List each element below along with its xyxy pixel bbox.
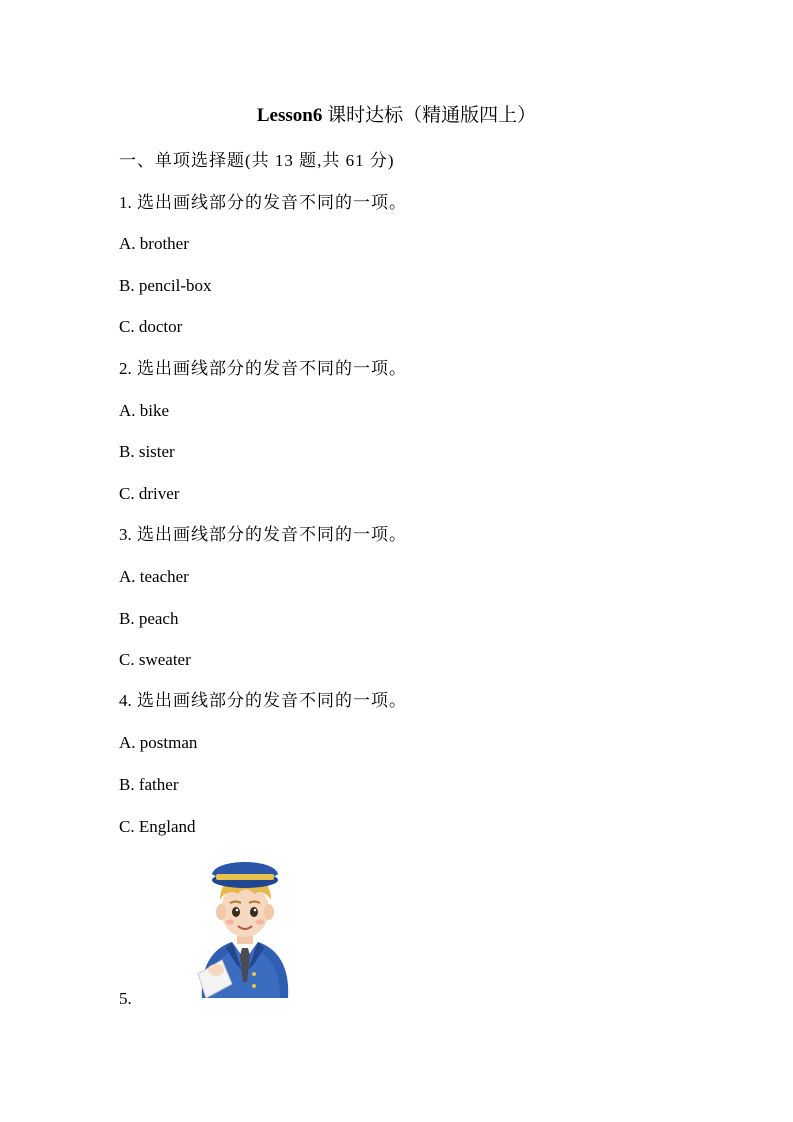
page-title: [0, 103, 793, 129]
question-4-option-c: C. England: [119, 817, 196, 836]
question-2-option-a: A. bike: [119, 401, 170, 420]
postman-illustration-icon: [192, 852, 298, 998]
question-3-option-b: B. peach: [119, 609, 179, 628]
question-2-option-c: C. driver: [119, 484, 180, 503]
question-1-stem: 1. 选出画线部分的发音不同的一项。: [119, 193, 407, 212]
question-1-option-b: B. pencil-box: [119, 276, 212, 295]
question-2-stem: 2. 选出画线部分的发音不同的一项。: [119, 359, 407, 378]
question-3-stem: 3. 选出画线部分的发音不同的一项。: [119, 525, 407, 544]
question-1-option-a: A. brother: [119, 234, 189, 253]
title-subtitle: 课时达标（精通版四上）: [322, 105, 537, 126]
question-1-option-c: C. doctor: [119, 317, 183, 336]
question-4-option-a: A. postman: [119, 733, 198, 752]
question-5-number: 5.: [119, 989, 132, 1008]
question-4-stem: 4. 选出画线部分的发音不同的一项。: [119, 691, 407, 710]
title-lesson: Lesson6: [256, 105, 323, 126]
question-2-option-b: B. sister: [119, 442, 175, 461]
question-3-option-c: C. sweater: [119, 650, 191, 669]
section-heading: 一、单项选择题(共 13 题,共 61 分): [119, 151, 395, 170]
question-3-option-a: A. teacher: [119, 567, 189, 586]
question-4-option-b: B. father: [119, 775, 179, 794]
